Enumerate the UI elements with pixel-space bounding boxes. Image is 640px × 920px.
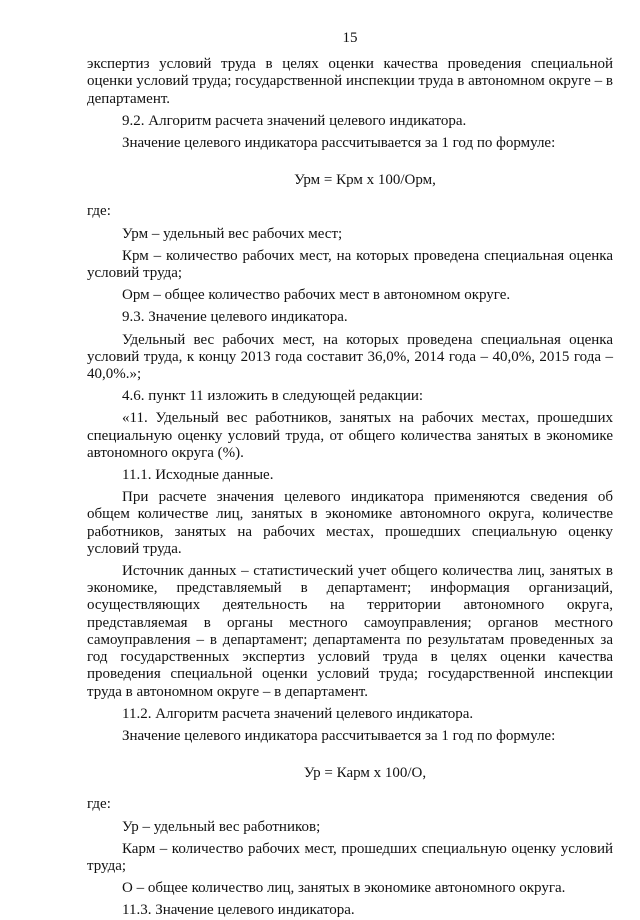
section-heading-9-2: 9.2. Алгоритм расчета значений целевого индикатора. [122, 112, 467, 129]
section-heading-11-1: 11.1. Исходные данные. [122, 467, 274, 484]
where-label-1: где: [87, 203, 111, 220]
formula-urm: Урм = Крм х 100/Орм, [294, 172, 436, 189]
definition-krm: Крм – количество рабочих мест, на которых проведена специальная оценка условий труда; [87, 247, 613, 282]
section-heading-11-3: 11.3. Значение целевого индикатора. [122, 902, 355, 919]
paragraph-target-values: Удельный вес рабочих мест, на которых проведена специальная оценка условий труда, к концу 2013 года составит 36,0%, 2014 года – 40,0%, 2015 года – 40,0%.»; [87, 331, 613, 383]
definition-ur: Ур – удельный вес работников; [122, 818, 321, 835]
definition-o: О – общее количество лиц, занятых в экономике автономного округа. [122, 880, 566, 897]
paragraph-source-data: При расчете значения целевого индикатора применяются сведения об общем количестве лиц, занятых в экономике автономного округа, количестве работников, занятых на рабочих местах, прошедших специальную оценку условий труда. [87, 489, 613, 557]
formula-intro-2: Значение целевого индикатора рассчитывается за 1 год по формуле: [122, 727, 556, 744]
page-number: 15 [342, 30, 358, 46]
definition-karm: Карм – количество рабочих мест, прошедших специальную оценку условий труда; [87, 840, 613, 874]
paragraph-data-source: Источник данных – статистический учет общего количества лиц, занятых в экономике, представляемый в департамент; информация организаций, осуществляющих деятельность на территории автономного округа, представляемая в органы местного самоуправления; органов местного самоуправления – в департамент; департамента по результатам проведенных за год государственных экспертиз условий труда в целях оценки качества проведения специальной оценки условий труда; государственной инспекции труда в автономном округе – в департамент. [87, 563, 613, 700]
formula-intro-1: Значение целевого индикатора рассчитывается за 1 год по формуле: [122, 135, 556, 152]
section-heading-9-3: 9.3. Значение целевого индикатора. [122, 309, 348, 326]
section-heading-11: «11. Удельный вес работников, занятых на рабочих местах, прошедших специальную оценку условий труда, от общего количества занятых в экономике автономного округа (%). [87, 410, 613, 461]
formula-ur: Ур = Карм х 100/О, [303, 765, 427, 782]
section-heading-11-2: 11.2. Алгоритм расчета значений целевого индикатора. [122, 705, 474, 722]
paragraph-continuation: экспертиз условий труда в целях оценки качества проведения специальной оценки условий труда; государственной инспекции труда в автономном округе – в департамент. [87, 56, 613, 107]
definition-orm: Орм – общее количество рабочих мест в автономном округе. [122, 287, 511, 304]
where-label-2: где: [87, 796, 111, 813]
paragraph-amendment-4-6: 4.6. пункт 11 изложить в следующей редакции: [122, 388, 424, 405]
definition-urm: Урм – удельный вес рабочих мест; [122, 225, 343, 242]
